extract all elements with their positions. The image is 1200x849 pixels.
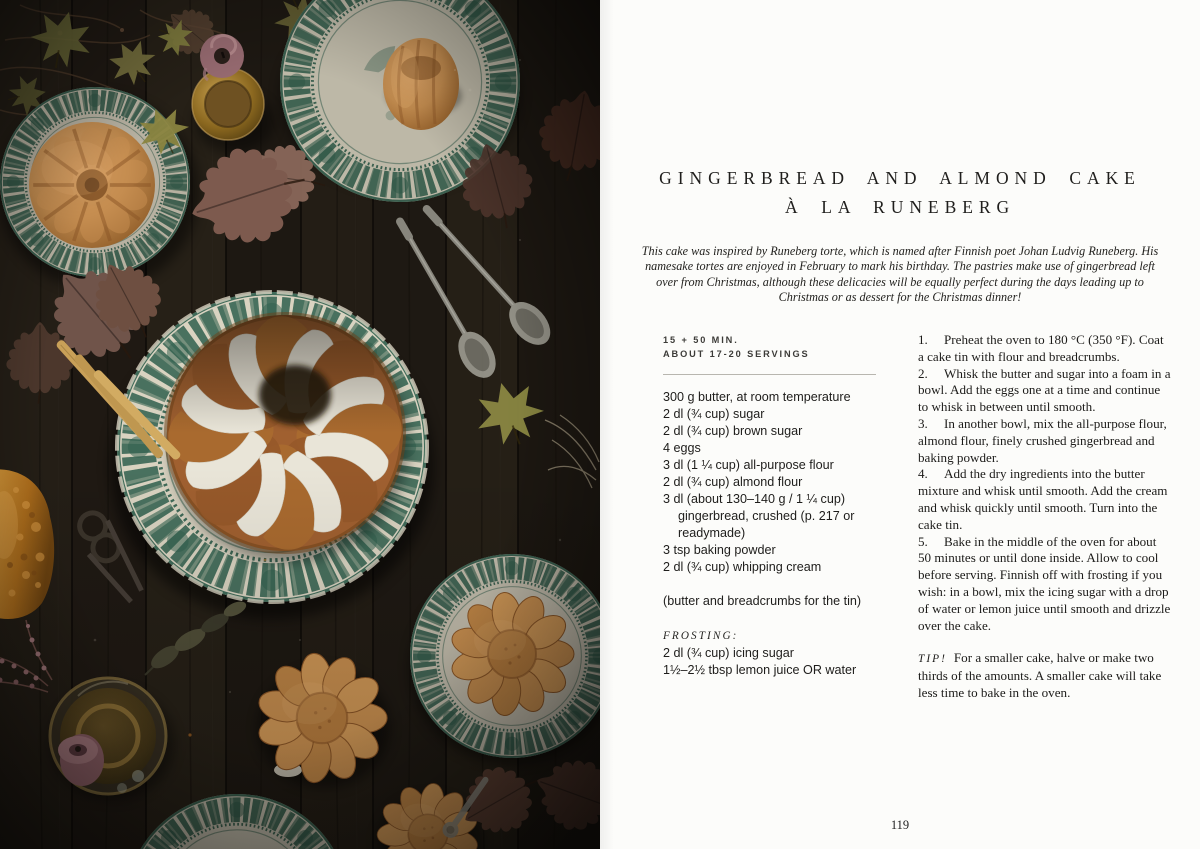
ingredient-line: 2 dl (¾ cup) sugar: [663, 407, 765, 421]
ingredient-line: 4 eggs: [663, 441, 701, 455]
ingredient-line: 2 dl (¾ cup) almond flour: [663, 475, 803, 489]
frosting-ingredient-list: [663, 645, 876, 679]
ingredients-column: [663, 333, 876, 679]
ingredient-line: 2 dl (¾ cup) whipping cream: [663, 560, 822, 574]
tip: [918, 650, 1172, 701]
ingredient-list: [663, 389, 876, 576]
time-label: 15 + 50 MIN.: [663, 335, 739, 345]
frosting-ingredient-line: 2 dl (¾ cup) icing sugar: [663, 646, 794, 660]
ingredient-line: 2 dl (¾ cup) brown sugar: [663, 424, 803, 438]
step-text: Preheat the oven to 180 °C (350 °F). Coat a cake tin with flour and breadcrumbs.: [918, 332, 1164, 364]
page-number: 119: [890, 818, 910, 832]
recipe-intro: This cake was inspired by Runeberg torte, which is named after Finnish poet Johan Ludvig Runeberg. His namesake tortes are enjoyed in February to mark his birthday. The pastries make use of gingerbread left over from Christmas, although these delicacies will be equally perfect during the days leading up to Christmas or as dessert for the Christmas dinner!: [641, 244, 1159, 304]
step-number: 1.: [918, 332, 928, 347]
instruction-step: [918, 416, 1172, 466]
ingredient-line: 3 dl (about 130–140 g / 1 ¼ cup) gingerbread, crushed (p. 217 or readymade): [663, 492, 855, 540]
step-text: Bake in the middle of the oven for about 50 minutes or until done inside. Allow to cool before serving. Finnish off with frosting if you wish: in a bowl, mix the icing sugar with a drop of water or lemon juice until smooth and drizzle over the cake.: [918, 533, 1171, 633]
divider-rule: [663, 374, 876, 375]
recipe-title-line2: À LA RUNEBERG: [784, 197, 1016, 217]
instructions-column: [918, 332, 1172, 702]
step-text: Add the dry ingredients into the butter mixture and whisk until smooth. Add the cream and whisk quickly until smooth. Turn into the cake tin.: [918, 466, 1168, 532]
step-text: In another bowl, mix the all-purpose flour, almond flour, finely crushed gingerbread and baking powder.: [918, 415, 1167, 465]
step-text: Whisk the butter and sugar into a foam in a bowl. Add the eggs one at a time and continue to whisk in between until smooth.: [918, 365, 1171, 415]
step-number: 3.: [918, 415, 928, 431]
instruction-step: [918, 332, 1172, 366]
ingredient-line: 3 tsp baking powder: [663, 543, 776, 557]
instruction-step: [918, 534, 1172, 635]
step-number: 2.: [918, 365, 928, 381]
servings-label: ABOUT 17-20 SERVINGS: [663, 349, 810, 359]
instruction-step: [918, 466, 1172, 533]
step-list: [918, 332, 1172, 634]
frosting-ingredient-line: 1½–2½ tbsp lemon juice OR water: [663, 663, 857, 677]
frosting-heading: FROSTING:: [663, 630, 739, 642]
instruction-step: [918, 366, 1172, 416]
recipe-title: [600, 164, 1200, 222]
recipe-title-line1: GINGERBREAD AND ALMOND CAKE: [659, 168, 1141, 188]
step-number: 5.: [918, 533, 928, 549]
step-number: 4.: [918, 466, 928, 482]
tip-label: TIP!: [918, 653, 947, 666]
ingredient-line: 3 dl (1 ¼ cup) all-purpose flour: [663, 458, 834, 472]
tin-note: (butter and breadcrumbs for the tin): [663, 594, 862, 608]
recipe-meta: [663, 333, 876, 361]
ingredient-line: 300 g butter, at room temperature: [663, 390, 851, 404]
recipe-page: [600, 0, 1200, 849]
tip-text: For a smaller cake, halve or make two thirds of the amounts. A smaller cake will take less time to bake in the oven.: [918, 650, 1162, 700]
